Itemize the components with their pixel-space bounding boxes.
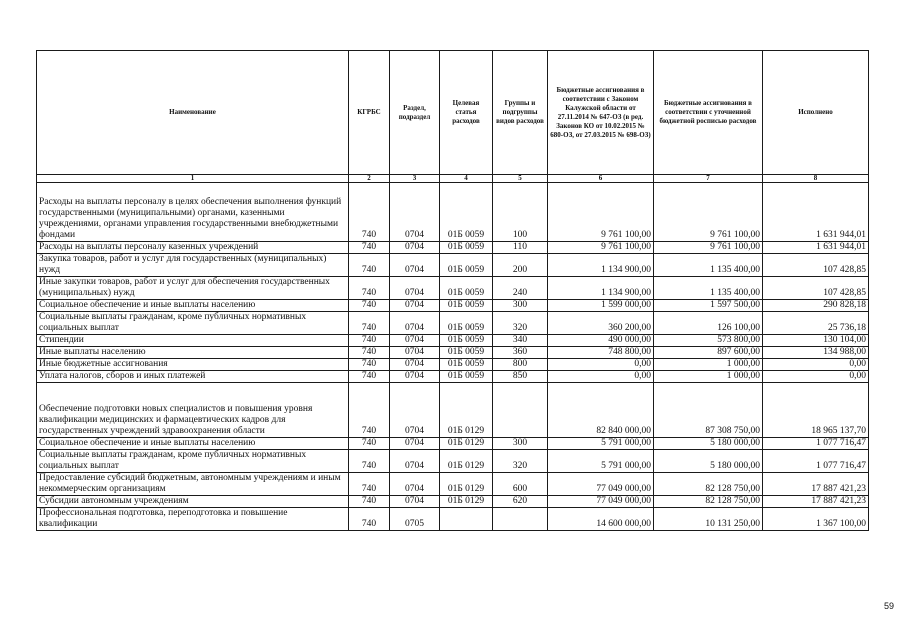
table-cell-group: 600: [493, 473, 548, 496]
table-cell-group: [493, 383, 548, 438]
table-cell-budget-law: 5 791 000,00: [548, 450, 654, 473]
table-cell-group: 850: [493, 371, 548, 383]
table-cell-kgrbs: 740: [349, 496, 390, 508]
table-cell-kgrbs: 740: [349, 347, 390, 359]
table-cell-budget-law: 9 761 100,00: [548, 242, 654, 254]
table-cell-executed: 134 988,00: [763, 347, 869, 359]
header-group: Группы и подгруппы видов расходов: [493, 51, 548, 175]
table-cell-kgrbs: 740: [349, 312, 390, 335]
table-cell-name: Иные закупки товаров, работ и услуг для обеспечения государственных (муниципальных) нужд: [37, 277, 349, 300]
budget-table: [36, 50, 869, 531]
table-cell-budget-law: 9 761 100,00: [548, 183, 654, 242]
table-cell-group: 100: [493, 183, 548, 242]
column-number: 3: [390, 175, 440, 183]
table-cell-executed: 0,00: [763, 371, 869, 383]
table-cell-name: Профессиональная подготовка, переподготовка и повышение квалификации: [37, 508, 349, 531]
table-cell-kgrbs: 740: [349, 254, 390, 277]
table-cell-group: [493, 508, 548, 531]
table-cell-kgrbs: 740: [349, 371, 390, 383]
table-cell-name: Социальное обеспечение и иные выплаты населению: [37, 300, 349, 312]
table-cell-budget-law: 1 134 900,00: [548, 277, 654, 300]
table-cell-budget-refined: 1 000,00: [654, 359, 763, 371]
table-cell-executed: 17 887 421,23: [763, 496, 869, 508]
table-cell-executed: 107 428,85: [763, 254, 869, 277]
table-cell-target: 01Б 0059: [440, 300, 493, 312]
table-cell-section: 0704: [390, 254, 440, 277]
table-cell-target: 01Б 0059: [440, 254, 493, 277]
table-cell-budget-law: 5 791 000,00: [548, 438, 654, 450]
table-cell-budget-refined: 1 000,00: [654, 371, 763, 383]
table-cell-budget-law: 82 840 000,00: [548, 383, 654, 438]
table-row: [37, 359, 869, 371]
table-cell-section: 0704: [390, 312, 440, 335]
table-cell-executed: 290 828,18: [763, 300, 869, 312]
table-cell-kgrbs: 740: [349, 508, 390, 531]
table-cell-budget-law: 360 200,00: [548, 312, 654, 335]
table-cell-section: 0704: [390, 347, 440, 359]
table-cell-name: Социальное обеспечение и иные выплаты населению: [37, 438, 349, 450]
table-row: [37, 300, 869, 312]
table-cell-target: 01Б 0129: [440, 450, 493, 473]
table-cell-group: 300: [493, 300, 548, 312]
table-cell-group: 620: [493, 496, 548, 508]
header-row: [37, 51, 869, 175]
table-cell-kgrbs: 740: [349, 359, 390, 371]
table-cell-budget-refined: 126 100,00: [654, 312, 763, 335]
table-cell-budget-law: 77 049 000,00: [548, 496, 654, 508]
table-cell-budget-refined: 9 761 100,00: [654, 242, 763, 254]
table-cell-section: 0704: [390, 450, 440, 473]
table-cell-name: Закупка товаров, работ и услуг для государственных (муниципальных) нужд: [37, 254, 349, 277]
table-cell-kgrbs: 740: [349, 473, 390, 496]
table-cell-kgrbs: 740: [349, 383, 390, 438]
table-cell-section: 0704: [390, 438, 440, 450]
header-name: Наименование: [37, 51, 349, 175]
header-budget-refined: Бюджетные ассигнования в соответствии с уточненной бюджетной росписью расходов: [654, 51, 763, 175]
table-cell-target: 01Б 0059: [440, 312, 493, 335]
table-row: [37, 347, 869, 359]
table-row: [37, 496, 869, 508]
table-cell-target: 01Б 0129: [440, 496, 493, 508]
table-cell-section: 0705: [390, 508, 440, 531]
table-cell-group: 110: [493, 242, 548, 254]
table-cell-group: 200: [493, 254, 548, 277]
table-row: [37, 277, 869, 300]
column-number: 7: [654, 175, 763, 183]
table-cell-group: 340: [493, 335, 548, 347]
table-row: [37, 473, 869, 496]
table-cell-target: 01Б 0059: [440, 359, 493, 371]
table-row: [37, 183, 869, 242]
table-cell-budget-refined: 10 131 250,00: [654, 508, 763, 531]
table-cell-group: 240: [493, 277, 548, 300]
table-row: [37, 508, 869, 531]
table-cell-target: 01Б 0059: [440, 335, 493, 347]
table-cell-section: 0704: [390, 473, 440, 496]
table-cell-name: Стипендии: [37, 335, 349, 347]
table-cell-name: Предоставление субсидий бюджетным, автономным учреждениям и иным некоммерческим организациям: [37, 473, 349, 496]
header-kgrbs: КГРБС: [349, 51, 390, 175]
table-cell-executed: 1 077 716,47: [763, 450, 869, 473]
table-cell-section: 0704: [390, 496, 440, 508]
table-cell-name: Обеспечение подготовки новых специалистов и повышения уровня квалификации медицинских и фармацевтических кадров для государственных учреждений здравоохранения области: [37, 383, 349, 438]
table-row: [37, 450, 869, 473]
table-cell-target: 01Б 0059: [440, 347, 493, 359]
table-cell-executed: 17 887 421,23: [763, 473, 869, 496]
table-cell-name: Социальные выплаты гражданам, кроме публичных нормативных социальных выплат: [37, 312, 349, 335]
table-cell-executed: 1 367 100,00: [763, 508, 869, 531]
table-row: [37, 438, 869, 450]
table-cell-name: Расходы на выплаты персоналу казенных учреждений: [37, 242, 349, 254]
table-row: [37, 254, 869, 277]
table-cell-budget-refined: 9 761 100,00: [654, 183, 763, 242]
header-executed: Исполнено: [763, 51, 869, 175]
table-cell-group: 800: [493, 359, 548, 371]
table-cell-executed: 25 736,18: [763, 312, 869, 335]
table-cell-budget-refined: 1 597 500,00: [654, 300, 763, 312]
table-cell-budget-law: 77 049 000,00: [548, 473, 654, 496]
table-cell-name: Уплата налогов, сборов и иных платежей: [37, 371, 349, 383]
table-row: [37, 371, 869, 383]
table-cell-section: 0704: [390, 383, 440, 438]
table-cell-kgrbs: 740: [349, 300, 390, 312]
table-cell-target: [440, 508, 493, 531]
table-cell-budget-law: 14 600 000,00: [548, 508, 654, 531]
table-cell-section: 0704: [390, 183, 440, 242]
table-cell-budget-refined: 82 128 750,00: [654, 473, 763, 496]
table-cell-budget-law: 0,00: [548, 359, 654, 371]
table-cell-budget-refined: 897 600,00: [654, 347, 763, 359]
header-budget-law: Бюджетные ассигнования в соответствии с Законом Калужской области от 27.11.2014 № 647-ОЗ (в ред. Законов КО от 10.02.2015 № 680-ОЗ, от 27.03.2015 № 698-ОЗ): [548, 51, 654, 175]
table-cell-executed: 18 965 137,70: [763, 383, 869, 438]
table-cell-name: Расходы на выплаты персоналу в целях обеспечения выполнения функций государственными (муниципальными) органами, казенными учреждениями, органами управления государственными внебюджетными фондами: [37, 183, 349, 242]
column-number: 6: [548, 175, 654, 183]
table-cell-name: Иные выплаты населению: [37, 347, 349, 359]
table-cell-target: 01Б 0059: [440, 183, 493, 242]
table-cell-target: 01Б 0059: [440, 277, 493, 300]
table-cell-section: 0704: [390, 242, 440, 254]
table-cell-kgrbs: 740: [349, 183, 390, 242]
column-number: 1: [37, 175, 349, 183]
table-cell-section: 0704: [390, 359, 440, 371]
table-cell-target: 01Б 0129: [440, 473, 493, 496]
table-cell-budget-refined: 1 135 400,00: [654, 277, 763, 300]
table-cell-target: 01Б 0129: [440, 438, 493, 450]
table-cell-kgrbs: 740: [349, 277, 390, 300]
table-cell-group: 360: [493, 347, 548, 359]
column-number: 5: [493, 175, 548, 183]
table-cell-budget-refined: 573 800,00: [654, 335, 763, 347]
table-cell-name: Иные бюджетные ассигнования: [37, 359, 349, 371]
table-cell-executed: 1 631 944,01: [763, 242, 869, 254]
header-target: Целевая статья расходов: [440, 51, 493, 175]
column-number: 4: [440, 175, 493, 183]
table-cell-group: 320: [493, 312, 548, 335]
table-cell-group: 320: [493, 450, 548, 473]
table-row: [37, 312, 869, 335]
header-section: Раздел, подраздел: [390, 51, 440, 175]
table-body: [37, 183, 869, 531]
table-cell-budget-law: 748 800,00: [548, 347, 654, 359]
table-cell-target: 01Б 0059: [440, 371, 493, 383]
table-cell-kgrbs: 740: [349, 438, 390, 450]
table-cell-name: Субсидии автономным учреждениям: [37, 496, 349, 508]
column-number: 2: [349, 175, 390, 183]
table-cell-target: 01Б 0059: [440, 242, 493, 254]
table-cell-kgrbs: 740: [349, 335, 390, 347]
table-cell-section: 0704: [390, 335, 440, 347]
table-cell-budget-law: 0,00: [548, 371, 654, 383]
table-cell-budget-refined: 82 128 750,00: [654, 496, 763, 508]
table-cell-executed: 1 077 716,47: [763, 438, 869, 450]
table-cell-executed: 130 104,00: [763, 335, 869, 347]
table-cell-section: 0704: [390, 371, 440, 383]
table-cell-group: 300: [493, 438, 548, 450]
table-cell-section: 0704: [390, 300, 440, 312]
table-cell-budget-law: 490 000,00: [548, 335, 654, 347]
table-cell-budget-law: 1 599 000,00: [548, 300, 654, 312]
table-row: [37, 383, 869, 438]
table-cell-executed: 0,00: [763, 359, 869, 371]
table-cell-budget-refined: 87 308 750,00: [654, 383, 763, 438]
table-row: [37, 335, 869, 347]
table-cell-budget-law: 1 134 900,00: [548, 254, 654, 277]
page-number: 59: [884, 601, 895, 611]
table-cell-target: 01Б 0129: [440, 383, 493, 438]
table-row: [37, 242, 869, 254]
table-cell-kgrbs: 740: [349, 242, 390, 254]
table-cell-name: Социальные выплаты гражданам, кроме публичных нормативных социальных выплат: [37, 450, 349, 473]
table-cell-budget-refined: 5 180 000,00: [654, 438, 763, 450]
table-cell-executed: 107 428,85: [763, 277, 869, 300]
column-number-row: [37, 175, 869, 183]
table-cell-kgrbs: 740: [349, 450, 390, 473]
table-cell-executed: 1 631 944,01: [763, 183, 869, 242]
table-cell-budget-refined: 5 180 000,00: [654, 450, 763, 473]
column-number: 8: [763, 175, 869, 183]
table-cell-section: 0704: [390, 277, 440, 300]
table-cell-budget-refined: 1 135 400,00: [654, 254, 763, 277]
